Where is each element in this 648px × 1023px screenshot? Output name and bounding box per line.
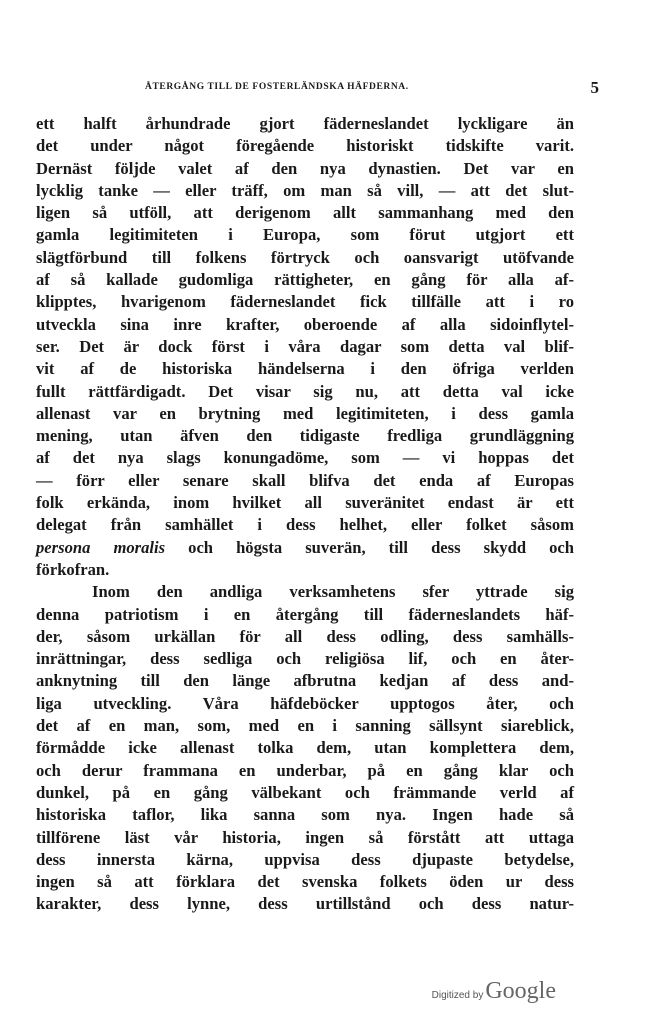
text-line: ser. Det är dock först i våra dagar som detta val blif- xyxy=(36,336,574,356)
text-line: af så kallade gudomliga rättigheter, en gång för alla af- xyxy=(36,270,574,290)
text-line: vit af de historiska händelserna i den öfriga verlden xyxy=(36,359,574,379)
text-line: delegat från samhället i dess helhet, eller folket såsom xyxy=(36,515,574,535)
text-line: mening, utan äfven den tidigaste fredliga grundläggning xyxy=(36,426,574,446)
text-line: allenast var en brytning med legitimiteten, i dess gamla xyxy=(36,403,574,423)
text-line: tillförene läst vår historia, ingen så förstått att uttaga xyxy=(36,827,574,847)
text-line: ett halft århundrade gjort fäderneslandet lyckligare än xyxy=(36,114,574,133)
text-fragment: och högsta suverän, till dess skydd och xyxy=(165,537,574,557)
text-line: förmådde icke allenast tolka dem, utan komplettera dem, xyxy=(36,738,574,758)
text-line: förkofran. xyxy=(36,559,110,579)
text-line: af det nya slags konungadöme, som — vi hoppas det xyxy=(36,448,574,468)
latin-term: persona moralis xyxy=(36,537,166,557)
text-line: dunkel, på en gång välbekant och främmande verld af xyxy=(36,782,574,802)
text-line: gamla legitimiteten i Europa, som förut utgjort ett xyxy=(36,225,574,245)
google-logo: Google xyxy=(485,978,556,1004)
body-text xyxy=(36,113,574,916)
text-line: och derur frammana en underbar, på en gång klar och xyxy=(36,760,574,780)
text-line: det af en man, som, med en i sanning sällsynt siareblick, xyxy=(36,716,574,736)
text-line: fullt rättfärdigadt. Det visar sig nu, att detta val icke xyxy=(36,381,574,401)
page-number: 5 xyxy=(590,78,599,97)
text-line: Dernäst följde valet af den nya dynastien. Det var en xyxy=(36,158,574,178)
text-line: inrättningar, dess sedliga och religiösa lif, och en åter- xyxy=(36,649,574,669)
text-line: utveckla sina inre krafter, oberoende af alla sidoinflytel- xyxy=(36,314,574,334)
text-line: det under något föregående historiskt tidskifte varit. xyxy=(36,136,574,156)
text-line: anknytning till den länge afbrutna kedjan af dess and- xyxy=(36,671,574,691)
text-line: klipptes, hvarigenom fäderneslandet fick tillfälle att i ro xyxy=(36,292,574,312)
text-line: liga utveckling. Våra häfdeböcker upptogos åter, och xyxy=(36,693,574,713)
text-line: folk erkända, inom hvilket all suveränitet endast är ett xyxy=(36,493,574,513)
text-line: ingen så att förklara det svenska folkets öden ur dess xyxy=(36,872,574,892)
text-line: Inom den andliga verksamhetens sfer yttrade sig xyxy=(92,582,574,602)
text-line: ligen så utföll, att derigenom allt sammanhang med den xyxy=(36,203,574,223)
text-line-mixed xyxy=(36,537,574,559)
digitized-watermark xyxy=(432,978,556,1008)
text-line: karakter, dess lynne, dess urtillstånd och dess natur- xyxy=(36,894,574,914)
text-line: denna patriotism i en återgång till fäderneslandets häf- xyxy=(36,604,574,624)
running-title: ÅTERGÅNG TILL DE FOSTERLÄNDSKA HÄFDERNA. xyxy=(145,82,409,92)
text-line: — förr eller senare skall blifva det enda af Europas xyxy=(36,470,574,490)
text-line: lycklig tanke — eller träff, om man så vill, — att det slut- xyxy=(36,180,574,200)
text-line: slägtförbund till folkens förtryck och oansvarigt utöfvande xyxy=(36,247,574,267)
text-line: historiska taflor, lika sanna som nya. Ingen hade så xyxy=(36,805,574,825)
paragraph-1 xyxy=(36,113,574,581)
paragraph-2 xyxy=(36,581,574,915)
text-line: der, såsom urkällan för all dess odling, dess samhälls- xyxy=(36,626,574,646)
digitized-by-label: Digitized by xyxy=(431,990,484,1001)
text-line: dess innersta kärna, uppvisa dess djupaste betydelse, xyxy=(36,849,574,869)
running-head xyxy=(60,80,605,100)
